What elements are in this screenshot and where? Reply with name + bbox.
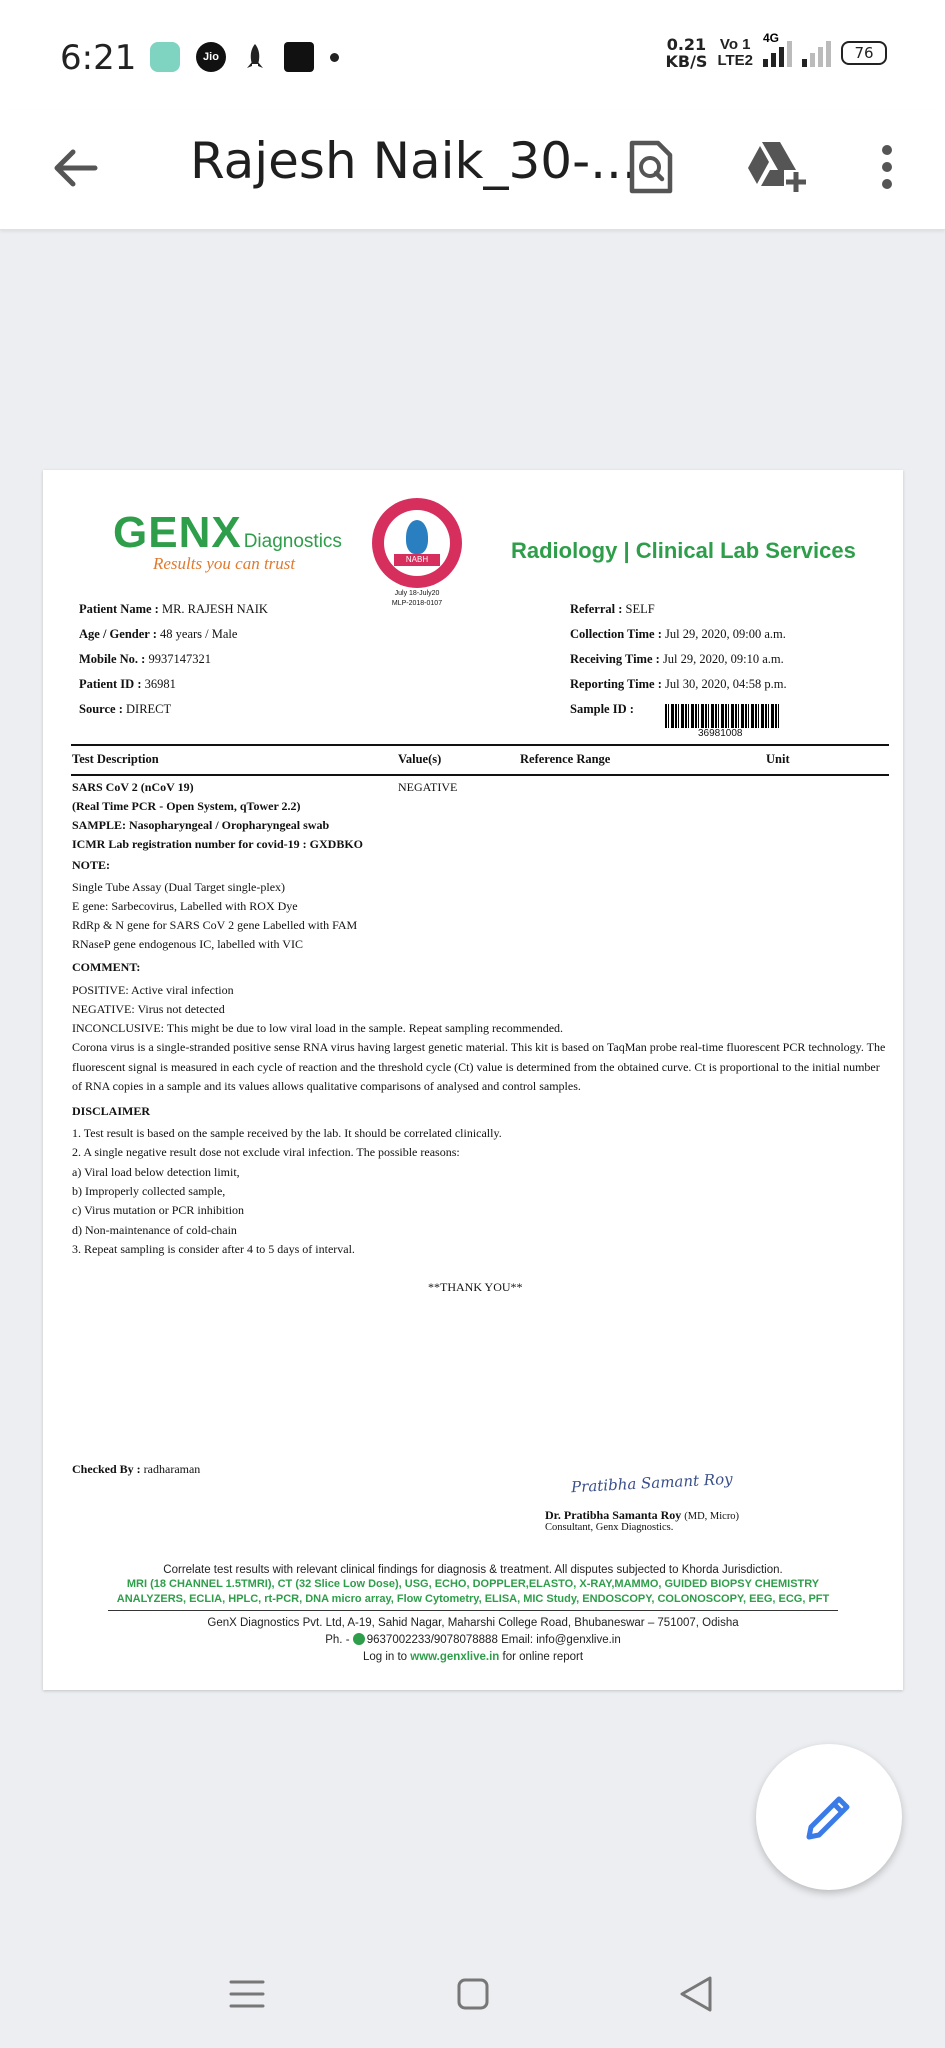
doctor-signature: Pratibha Samant Roy	[570, 1469, 734, 1497]
comment-line: INCONCLUSIVE: This might be due to low viral load in the sample. Repeat sampling recommended.	[72, 1021, 564, 1035]
search-document-icon	[628, 139, 674, 195]
divider	[71, 774, 889, 776]
volte-indicator: Vo 1 LTE2	[717, 36, 753, 69]
app-bar	[0, 110, 945, 230]
messages-app-icon	[150, 42, 180, 72]
footer-address: GenX Diagnostics Pvt. Ltd, A-19, Sahid Nagar, Maharshi College Road, Bhubaneswar – 751007, Odisha	[207, 1617, 739, 1629]
genx-logo: GENX Diagnostics Results you can trust	[113, 508, 342, 573]
comment-heading: COMMENT:	[72, 960, 141, 974]
note-line: RdRp & N gene for SARS CoV 2 gene Labelled with FAM	[72, 918, 358, 932]
status-time: 6:21	[60, 38, 137, 78]
edit-fab-button[interactable]	[756, 1744, 902, 1890]
icmr-registration: ICMR Lab registration number for covid-19 : GXDBKO	[72, 837, 363, 851]
doctor-name: Dr. Pratibha Samanta Roy (MD, Micro)	[545, 1508, 740, 1522]
battery-icon: 76	[841, 41, 887, 65]
home-button[interactable]	[443, 1970, 503, 2018]
document-footer	[43, 1558, 903, 1680]
services-header: Radiology | Clinical Lab Services	[511, 538, 856, 563]
comment-line: NEGATIVE: Virus not detected	[72, 1002, 225, 1016]
rocket-app-icon	[242, 42, 268, 72]
checked-by: Checked By : radharaman	[72, 1462, 201, 1476]
disclaimer-line: c) Virus mutation or PCR inhibition	[72, 1203, 245, 1217]
receiving-time: Receiving Time : Jul 29, 2020, 09:10 a.m.	[570, 652, 784, 666]
sample-type: SAMPLE: Nasopharyngeal / Oropharyngeal swab	[72, 818, 330, 832]
notification-icons	[150, 42, 339, 72]
comment-paragraph: Corona virus is a single-stranded positive sense RNA virus having largest genetic material. This kit is based on TaqMan probe real-time fluorescent PCR technology. The fluorescent signal is measured in each cycle of reaction and the threshold cycle (Ct) value is determined from the obtained curve. Ct is proportional to the initial number of RNA copies in a sample and its values allows qualitative comparisons of analysed and control samples.	[72, 1040, 886, 1093]
footer-contact: Ph. - 9637002233/9078078888 Email: info@genxlive.in	[325, 1634, 621, 1646]
doctor-title: Consultant, Genx Diagnostics.	[545, 1522, 674, 1533]
network-speed: 0.21 KB/S	[665, 35, 708, 71]
disclaimer-line: d) Non-maintenance of cold-chain	[72, 1223, 237, 1237]
patient-name: Patient Name : MR. RAJESH NAIK	[79, 602, 268, 616]
header-reference-range: Reference Range	[520, 752, 611, 766]
whatsapp-icon	[353, 1633, 365, 1645]
find-in-document-button[interactable]	[616, 132, 686, 202]
add-to-drive-button[interactable]	[742, 132, 812, 202]
test-name: SARS CoV 2 (nCoV 19)	[72, 780, 194, 794]
disclaimer-line: b) Improperly collected sample,	[72, 1184, 226, 1198]
note-heading: NOTE:	[72, 858, 111, 872]
home-square-icon	[456, 1977, 490, 2011]
header-values: Value(s)	[398, 752, 442, 766]
document-title: Rajesh Naik_30-...	[190, 132, 638, 190]
recent-apps-button[interactable]	[217, 1970, 277, 2018]
thank-you: **THANK YOU**	[428, 1280, 523, 1294]
disclaimer-line: 2. A single negative result dose not exclude viral infection. The possible reasons:	[72, 1145, 460, 1159]
nabh-seal: NABH July 18-July20 MLP-2018-0107	[372, 498, 462, 608]
disclaimer-heading: DISCLAIMER	[72, 1104, 151, 1118]
edit-pencil-icon	[803, 1791, 855, 1843]
more-vert-icon	[880, 144, 894, 190]
footer-divider	[108, 1610, 838, 1611]
referral: Referral : SELF	[570, 602, 655, 616]
menu-icon	[229, 1979, 265, 2009]
sample-id-label: Sample ID :	[570, 702, 634, 716]
test-value: NEGATIVE	[398, 780, 458, 794]
more-notifications-dot-icon	[330, 53, 339, 62]
jio-app-icon: Jio	[196, 42, 226, 72]
system-icons	[665, 31, 887, 71]
disclaimer-line: a) Viral load below detection limit,	[72, 1165, 240, 1179]
note-line: E gene: Sarbecovirus, Labelled with ROX Dye	[72, 899, 298, 913]
divider	[71, 744, 889, 746]
disclaimer-line: 3. Repeat sampling is consider after 4 to 5 days of interval.	[72, 1242, 355, 1256]
patient-mobile: Mobile No. : 9937147321	[79, 652, 211, 666]
patient-id: Patient ID : 36981	[79, 677, 176, 691]
note-line: Single Tube Assay (Dual Target single-plex)	[72, 880, 286, 894]
signal-4g: 4G	[763, 39, 792, 67]
navigation-bar	[0, 1940, 945, 2048]
signal-strength-sim2-icon	[802, 39, 831, 67]
more-options-button[interactable]	[852, 132, 922, 202]
comment-line: POSITIVE: Active viral infection	[72, 983, 234, 997]
back-triangle-icon	[678, 1975, 714, 2013]
drive-add-icon	[746, 140, 808, 194]
status-bar	[0, 0, 945, 110]
patient-source: Source : DIRECT	[79, 702, 172, 716]
header-unit: Unit	[766, 752, 790, 766]
document-page[interactable]	[43, 470, 903, 1690]
footer-disclaimer: Correlate test results with relevant clinical findings for diagnosis & treatment. All disputes subjected to Khorda Jurisdiction.	[163, 1564, 783, 1576]
note-line: RNaseP gene endogenous IC, labelled with VIC	[72, 937, 303, 951]
collection-time: Collection Time : Jul 29, 2020, 09:00 a.m.	[570, 627, 786, 641]
sample-barcode	[665, 704, 781, 728]
disclaimer-line: 1. Test result is based on the sample received by the lab. It should be correlated clinically.	[72, 1126, 502, 1140]
test-method: (Real Time PCR - Open System, qTower 2.2)	[72, 799, 301, 813]
header-test-description: Test Description	[72, 752, 159, 766]
sample-id-number: 36981008	[698, 728, 743, 739]
footer-services-2: ANALYZERS, ECLIA, HPLC, rt-PCR, DNA micro array, Flow Cytometry, ELISA, MIC Study, ENDOSCOPY, COLONOSCOPY, EEG, ECG, PFT	[116, 1593, 830, 1605]
back-button[interactable]	[42, 136, 106, 200]
back-arrow-icon	[51, 148, 97, 188]
patient-age-gender: Age / Gender : 48 years / Male	[79, 627, 238, 641]
back-nav-button[interactable]	[666, 1970, 726, 2018]
video-app-icon	[284, 42, 314, 72]
footer-services-1: MRI (18 CHANNEL 1.5TMRI), CT (32 Slice Low Dose), USG, ECHO, DOPPLER,ELASTO, X-RAY,MAMMO, GUIDED BIOPSY CHEMISTRY	[126, 1578, 820, 1590]
footer-login: Log in to www.genxlive.in for online report	[362, 1651, 584, 1663]
reporting-time: Reporting Time : Jul 30, 2020, 04:58 p.m.	[570, 677, 787, 691]
